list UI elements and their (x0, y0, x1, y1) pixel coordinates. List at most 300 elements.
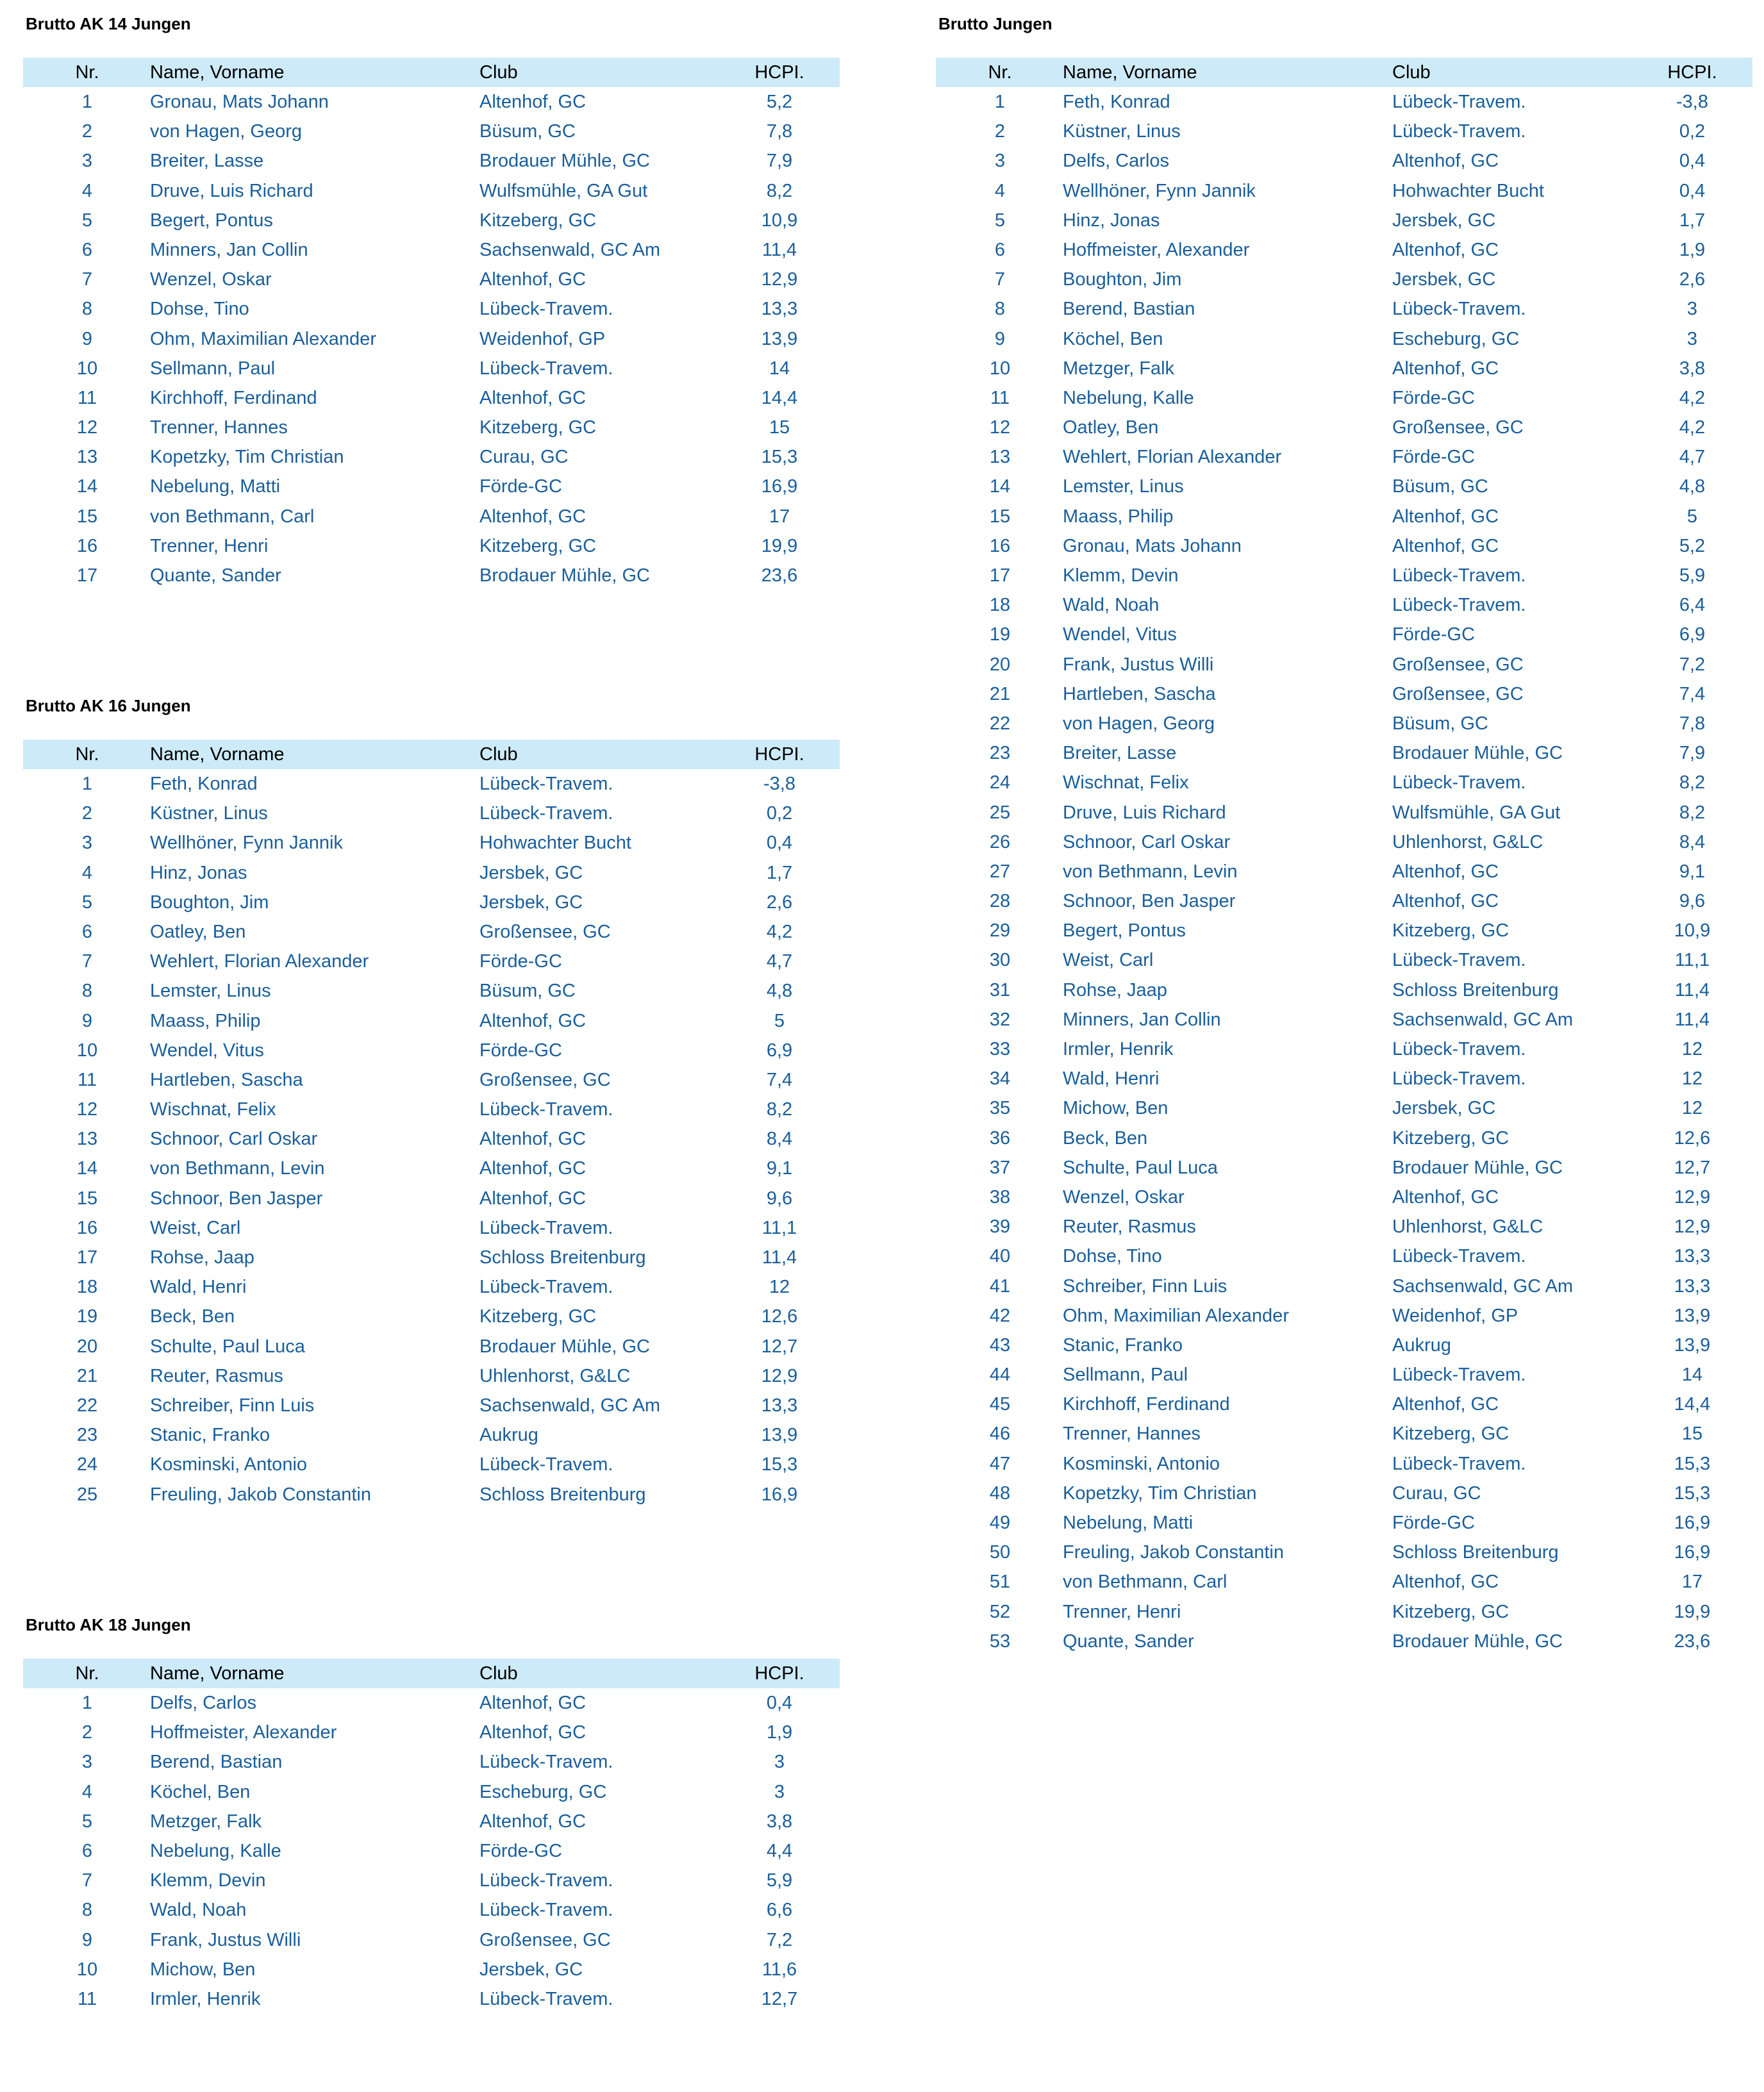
rank-cell: 38 (989, 1186, 1011, 1208)
hcpi-cell: 1,7 (1679, 210, 1706, 231)
table-row (936, 265, 1752, 294)
club-cell: Curau, GC (479, 447, 569, 468)
rank-cell: 7 (81, 951, 93, 972)
hcpi-cell: 15 (769, 417, 790, 438)
rank-cell: 4 (81, 180, 93, 201)
hcpi-cell: 8,2 (766, 180, 793, 201)
name-cell: Sellmann, Paul (150, 358, 276, 379)
rank-cell: 2 (81, 803, 93, 824)
table-row (23, 828, 840, 858)
hcpi-cell: 0,2 (766, 803, 793, 824)
name-cell: Dohse, Tino (150, 299, 249, 320)
hcpi-cell: 4,7 (1679, 447, 1706, 468)
table-row (23, 1361, 840, 1391)
name-cell: Nebelung, Kalle (1063, 387, 1194, 408)
club-cell: Brodauer Mühle, GC (1392, 743, 1563, 764)
rank-cell: 25 (989, 802, 1011, 823)
hcpi-cell: 8,2 (1679, 772, 1706, 793)
club-cell: Altenhof, GC (1392, 891, 1499, 912)
hcpi-cell: 8,2 (766, 1099, 793, 1120)
table-row (23, 1450, 840, 1479)
hcpi-cell: 5,9 (766, 1870, 793, 1891)
rank-cell: 45 (989, 1394, 1011, 1415)
table-row (936, 354, 1752, 383)
hcpi-cell: 3,8 (766, 1811, 793, 1832)
club-cell: Schloss Breitenburg (1392, 1542, 1559, 1563)
name-cell: Wendel, Vitus (1063, 624, 1177, 645)
rank-cell: 1 (81, 92, 93, 112)
rank-cell: 2 (994, 121, 1006, 142)
hcpi-cell: 13,3 (761, 1395, 798, 1416)
rank-cell: 43 (989, 1334, 1011, 1356)
hcpi-cell: 9,1 (766, 1158, 793, 1179)
results-table (23, 58, 840, 590)
club-cell: Uhlenhorst, G&LC (1392, 1216, 1544, 1238)
table-row (936, 1124, 1752, 1153)
club-cell: Lübeck-Travem. (1392, 1365, 1526, 1386)
club-cell: Großensee, GC (1392, 683, 1524, 704)
table-row (936, 502, 1752, 531)
rank-cell: 3 (81, 833, 93, 854)
club-cell: Altenhof, GC (479, 1129, 587, 1150)
club-cell: Lübeck-Travem. (1392, 121, 1526, 142)
table-row (23, 442, 840, 472)
rank-cell: 3 (81, 1752, 93, 1773)
rank-cell: 7 (81, 269, 93, 290)
name-cell: Rohse, Jaap (150, 1247, 254, 1268)
table-row (23, 1065, 840, 1095)
name-cell: Küstner, Linus (150, 803, 268, 824)
table-row (936, 1419, 1752, 1449)
name-cell: Delfs, Carlos (150, 1693, 256, 1713)
name-cell: Reuter, Rasmus (1063, 1216, 1196, 1238)
rank-cell: 18 (76, 1277, 98, 1298)
rank-cell: 22 (989, 713, 1011, 734)
rank-cell: 11 (77, 1069, 97, 1090)
club-cell: Lübeck-Travem. (479, 803, 613, 824)
name-cell: Kosminski, Antonio (1063, 1453, 1220, 1474)
hcpi-cell: 3 (774, 1781, 785, 1802)
hcpi-cell: 12,7 (761, 1336, 798, 1357)
rank-cell: 12 (989, 417, 1011, 438)
rank-cell: 6 (81, 921, 93, 942)
hcpi-cell: 2,6 (766, 892, 793, 913)
table-row (936, 206, 1752, 235)
table-row (936, 857, 1752, 886)
table-row (23, 1836, 840, 1866)
table-row (23, 502, 840, 531)
hcpi-cell: 4,4 (766, 1840, 793, 1861)
rank-cell: 7 (81, 1870, 93, 1891)
rank-cell: 51 (989, 1572, 1011, 1593)
hcpi-cell: -3,8 (763, 774, 795, 794)
header-nr: Nr. (75, 1663, 99, 1684)
results-table (23, 740, 840, 1509)
table-row (23, 1036, 840, 1065)
table-row (936, 1508, 1752, 1538)
name-cell: Schulte, Paul Luca (1063, 1157, 1218, 1178)
club-cell: Altenhof, GC (479, 1010, 587, 1031)
table-row (936, 1627, 1752, 1656)
club-cell: Aukrug (479, 1425, 538, 1446)
rank-cell: 37 (989, 1157, 1011, 1178)
rank-cell: 10 (76, 1040, 98, 1061)
club-cell: Altenhof, GC (1392, 861, 1499, 882)
hcpi-cell: 11,1 (1674, 950, 1710, 971)
table-row (936, 1034, 1752, 1064)
name-cell: Rohse, Jaap (1063, 979, 1167, 1000)
hcpi-cell: 7,9 (766, 151, 793, 172)
rank-cell: 5 (994, 210, 1006, 231)
club-cell: Brodauer Mühle, GC (479, 1336, 650, 1357)
table-row (936, 1331, 1752, 1360)
name-cell: Nebelung, Matti (1063, 1513, 1194, 1533)
table-row (23, 531, 840, 561)
name-cell: Quante, Sander (1063, 1631, 1194, 1652)
hcpi-cell: 11,4 (761, 1247, 797, 1268)
hcpi-cell: 12 (769, 1277, 790, 1298)
name-cell: Minners, Jan Collin (150, 239, 308, 260)
rank-cell: 16 (989, 535, 1011, 556)
club-cell: Schloss Breitenburg (479, 1484, 646, 1505)
club-cell: Jersbek, GC (1392, 210, 1496, 231)
hcpi-cell: 12,9 (761, 1365, 798, 1386)
hcpi-cell: 8,4 (766, 1129, 793, 1150)
table-row (936, 709, 1752, 738)
name-cell: Metzger, Falk (150, 1811, 262, 1832)
hcpi-cell: 10,9 (1674, 920, 1711, 942)
table-row (23, 206, 840, 235)
name-cell: Köchel, Ben (1063, 328, 1163, 349)
hcpi-cell: -3,8 (1676, 92, 1708, 112)
table-row (936, 798, 1752, 827)
name-cell: Kirchhoff, Ferdinand (1063, 1394, 1230, 1415)
name-cell: Schnoor, Carl Oskar (1063, 831, 1231, 852)
club-cell: Großensee, GC (479, 1069, 611, 1090)
header-hcp: HCPI. (1667, 62, 1717, 83)
club-cell: Jersbek, GC (1392, 269, 1496, 290)
hcpi-cell: 17 (1681, 1572, 1703, 1593)
name-cell: Metzger, Falk (1063, 358, 1175, 379)
rank-cell: 23 (76, 1425, 98, 1446)
table-row (23, 235, 840, 265)
name-cell: Schnoor, Carl Oskar (150, 1129, 318, 1150)
table-row (23, 1984, 840, 2014)
hcpi-cell: 16,9 (1674, 1542, 1711, 1563)
rank-cell: 52 (989, 1601, 1011, 1622)
table-row (936, 1183, 1752, 1212)
club-cell: Lübeck-Travem. (479, 1900, 613, 1921)
name-cell: Freuling, Jakob Constantin (1063, 1542, 1284, 1563)
table-row (936, 768, 1752, 797)
section-title: Brutto AK 16 Jungen (26, 696, 191, 715)
name-cell: Irmler, Henrik (1063, 1039, 1174, 1059)
rank-cell: 21 (76, 1365, 98, 1386)
header-club: Club (479, 1663, 518, 1684)
name-cell: Wellhöner, Fynn Jannik (150, 833, 343, 854)
name-cell: Stanic, Franko (150, 1425, 270, 1446)
rank-cell: 3 (994, 151, 1006, 172)
club-cell: Lübeck-Travem. (1392, 1453, 1526, 1474)
club-cell: Förde-GC (1392, 624, 1475, 645)
rank-cell: 4 (994, 180, 1006, 201)
rank-cell: 11 (990, 387, 1010, 408)
hcpi-cell: 4,2 (766, 921, 793, 942)
club-cell: Förde-GC (1392, 387, 1475, 408)
name-cell: Begert, Pontus (1063, 920, 1186, 942)
table-row (936, 294, 1752, 324)
name-cell: Kopetzky, Tim Christian (150, 447, 344, 468)
hcpi-cell: 5,2 (766, 92, 793, 112)
name-cell: Druve, Luis Richard (150, 180, 313, 201)
rank-cell: 14 (989, 476, 1011, 497)
rank-cell: 30 (989, 950, 1011, 971)
hcpi-cell: 11,4 (1674, 979, 1710, 1000)
rank-cell: 9 (81, 1929, 93, 1950)
name-cell: Ohm, Maximilian Alexander (1063, 1305, 1289, 1326)
rank-cell: 13 (76, 1129, 98, 1150)
name-cell: Kopetzky, Tim Christian (1063, 1482, 1257, 1504)
club-cell: Altenhof, GC (1392, 239, 1499, 260)
rank-cell: 15 (76, 1188, 98, 1209)
name-cell: Druve, Luis Richard (1063, 802, 1226, 823)
name-cell: Hinz, Jonas (150, 862, 247, 883)
hcpi-cell: 7,8 (766, 121, 793, 142)
club-cell: Altenhof, GC (1392, 506, 1499, 527)
hcpi-cell: 17 (769, 506, 790, 527)
table-row (23, 1807, 840, 1836)
club-cell: Lübeck-Travem. (1392, 92, 1526, 112)
table-row (936, 117, 1752, 146)
table-row (936, 324, 1752, 354)
rank-cell: 9 (81, 328, 93, 349)
name-cell: von Bethmann, Carl (1063, 1572, 1227, 1593)
hcpi-cell: 12 (1681, 1039, 1703, 1059)
club-cell: Altenhof, GC (479, 92, 587, 112)
hcpi-cell: 0,4 (1679, 151, 1706, 172)
hcpi-cell: 16,9 (761, 1484, 798, 1505)
results-table (23, 1659, 840, 2014)
rank-cell: 4 (81, 1781, 93, 1802)
club-cell: Altenhof, GC (1392, 1186, 1499, 1208)
rank-cell: 24 (989, 772, 1011, 793)
header-name: Name, Vorname (1063, 62, 1197, 83)
club-cell: Sachsenwald, GC Am (479, 239, 661, 260)
hcpi-cell: 1,7 (766, 862, 793, 883)
table-row (23, 176, 840, 206)
name-cell: Frank, Justus Willi (1063, 654, 1214, 675)
club-cell: Schloss Breitenburg (1392, 979, 1559, 1000)
hcpi-cell: 13,9 (1674, 1334, 1711, 1356)
rank-cell: 42 (989, 1305, 1011, 1326)
name-cell: Wischnat, Felix (150, 1099, 276, 1120)
table-header-row (23, 58, 840, 87)
name-cell: Köchel, Ben (150, 1781, 251, 1802)
hcpi-cell: 7,2 (766, 1929, 793, 1950)
hcpi-cell: 6,9 (1679, 624, 1706, 645)
rank-cell: 12 (76, 417, 98, 438)
rank-cell: 39 (989, 1216, 1011, 1238)
rank-cell: 8 (81, 299, 93, 320)
table-row (936, 235, 1752, 265)
rank-cell: 8 (81, 981, 93, 1002)
club-cell: Altenhof, GC (1392, 358, 1499, 379)
hcpi-cell: 1,9 (1679, 239, 1706, 260)
table-row (23, 799, 840, 828)
table-row (23, 561, 840, 590)
club-cell: Förde-GC (479, 476, 562, 497)
rank-cell: 6 (81, 1840, 93, 1861)
rank-cell: 21 (989, 683, 1011, 704)
hcpi-cell: 16,9 (761, 476, 798, 497)
club-cell: Lübeck-Travem. (479, 358, 613, 379)
name-cell: Trenner, Henri (1063, 1601, 1181, 1622)
name-cell: Maass, Philip (150, 1010, 261, 1031)
club-cell: Lübeck-Travem. (479, 1988, 613, 2009)
name-cell: Boughton, Jim (1063, 269, 1182, 290)
hcpi-cell: 0,4 (1679, 180, 1706, 201)
hcpi-cell: 11,1 (761, 1217, 797, 1238)
rank-cell: 19 (989, 624, 1011, 645)
name-cell: Wald, Henri (150, 1277, 247, 1298)
club-cell: Weidenhof, GP (1392, 1305, 1519, 1326)
name-cell: Klemm, Devin (150, 1870, 266, 1891)
rank-cell: 5 (81, 892, 93, 913)
hcpi-cell: 0,2 (1679, 121, 1706, 142)
name-cell: Wenzel, Oskar (150, 269, 272, 290)
table-row (936, 1301, 1752, 1331)
table-row (23, 1925, 840, 1955)
hcpi-cell: 1,9 (766, 1722, 793, 1743)
club-cell: Hohwachter Bucht (1392, 180, 1544, 201)
rank-cell: 47 (989, 1453, 1011, 1474)
rank-cell: 48 (989, 1482, 1011, 1504)
hcpi-cell: 6,9 (766, 1040, 793, 1061)
rank-cell: 14 (76, 1158, 98, 1179)
name-cell: Weist, Carl (150, 1217, 241, 1238)
name-cell: Quante, Sander (150, 565, 281, 586)
club-cell: Brodauer Mühle, GC (1392, 1157, 1563, 1178)
club-cell: Wulfsmühle, GA Gut (479, 180, 648, 201)
table-row (936, 1241, 1752, 1271)
rank-cell: 26 (989, 831, 1011, 852)
table-row (936, 1449, 1752, 1479)
rank-cell: 40 (989, 1246, 1011, 1267)
name-cell: Breiter, Lasse (150, 151, 264, 172)
table-row (23, 1095, 840, 1124)
table-row (23, 1777, 840, 1807)
table-row (936, 1212, 1752, 1241)
name-cell: Küstner, Linus (1063, 121, 1181, 142)
hcpi-cell: 2,6 (1679, 269, 1706, 290)
club-cell: Lübeck-Travem. (1392, 1246, 1526, 1267)
rank-cell: 15 (76, 506, 98, 527)
name-cell: Klemm, Devin (1063, 565, 1179, 586)
club-cell: Escheburg, GC (479, 1781, 607, 1802)
club-cell: Altenhof, GC (479, 1693, 587, 1713)
club-cell: Förde-GC (1392, 447, 1475, 468)
hcpi-cell: 11,4 (1674, 1009, 1710, 1030)
hcpi-cell: 16,9 (1674, 1513, 1711, 1533)
rank-cell: 31 (989, 979, 1011, 1000)
hcpi-cell: 4,8 (1679, 476, 1706, 497)
name-cell: Nebelung, Matti (150, 476, 281, 497)
club-cell: Sachsenwald, GC Am (1392, 1009, 1574, 1030)
header-name: Name, Vorname (150, 744, 285, 765)
club-cell: Altenhof, GC (479, 1188, 587, 1209)
name-cell: Boughton, Jim (150, 892, 269, 913)
table-row (936, 916, 1752, 945)
table-row (23, 1184, 840, 1213)
table-row (23, 87, 840, 117)
rank-cell: 33 (989, 1039, 1011, 1059)
name-cell: Breiter, Lasse (1063, 743, 1177, 764)
table-row (23, 1272, 840, 1302)
table-row (23, 1154, 840, 1183)
table-row (936, 1153, 1752, 1183)
name-cell: Michow, Ben (150, 1959, 256, 1980)
club-cell: Aukrug (1392, 1334, 1451, 1356)
table-row (23, 1747, 840, 1777)
table-row (23, 1243, 840, 1272)
name-cell: Wenzel, Oskar (1063, 1186, 1185, 1208)
name-cell: Wald, Henri (1063, 1068, 1160, 1090)
name-cell: Trenner, Hannes (1063, 1424, 1201, 1445)
rank-cell: 22 (76, 1395, 98, 1416)
table-row (23, 472, 840, 501)
name-cell: von Bethmann, Levin (150, 1158, 325, 1179)
table-row (23, 1302, 840, 1331)
table-row (23, 976, 840, 1006)
table-row (23, 1391, 840, 1420)
table-row (23, 1006, 840, 1036)
name-cell: Hartleben, Sascha (150, 1069, 303, 1090)
table-row (936, 561, 1752, 590)
table-row (23, 769, 840, 799)
rank-cell: 23 (989, 743, 1011, 764)
rank-cell: 50 (989, 1542, 1011, 1563)
name-cell: Hartleben, Sascha (1063, 683, 1216, 704)
name-cell: Weist, Carl (1063, 950, 1154, 971)
name-cell: Irmler, Henrik (150, 1988, 261, 2009)
rank-cell: 5 (81, 1811, 93, 1832)
rank-cell: 36 (989, 1127, 1011, 1149)
name-cell: Begert, Pontus (150, 210, 273, 231)
club-cell: Kitzeberg, GC (479, 210, 597, 231)
rank-cell: 13 (989, 447, 1011, 468)
hcpi-cell: 8,2 (1679, 802, 1706, 823)
club-cell: Curau, GC (1392, 1482, 1481, 1504)
hcpi-cell: 9,6 (1679, 891, 1706, 912)
table-row (936, 442, 1752, 472)
name-cell: Gronau, Mats Johann (150, 92, 329, 112)
rank-cell: 17 (989, 565, 1011, 586)
rank-cell: 46 (989, 1424, 1011, 1445)
table-row (936, 738, 1752, 768)
club-cell: Kitzeberg, GC (1392, 1601, 1510, 1622)
table-row (23, 1420, 840, 1450)
rank-cell: 25 (76, 1484, 98, 1505)
hcpi-cell: 15,3 (761, 1454, 798, 1475)
club-cell: Brodauer Mühle, GC (479, 151, 650, 172)
table-row (936, 1597, 1752, 1627)
name-cell: Stanic, Franko (1063, 1334, 1183, 1356)
hcpi-cell: 13,9 (761, 328, 798, 349)
table-row (23, 1124, 840, 1154)
name-cell: Minners, Jan Collin (1063, 1009, 1221, 1030)
table-row (23, 383, 840, 413)
name-cell: Michow, Ben (1063, 1098, 1169, 1119)
